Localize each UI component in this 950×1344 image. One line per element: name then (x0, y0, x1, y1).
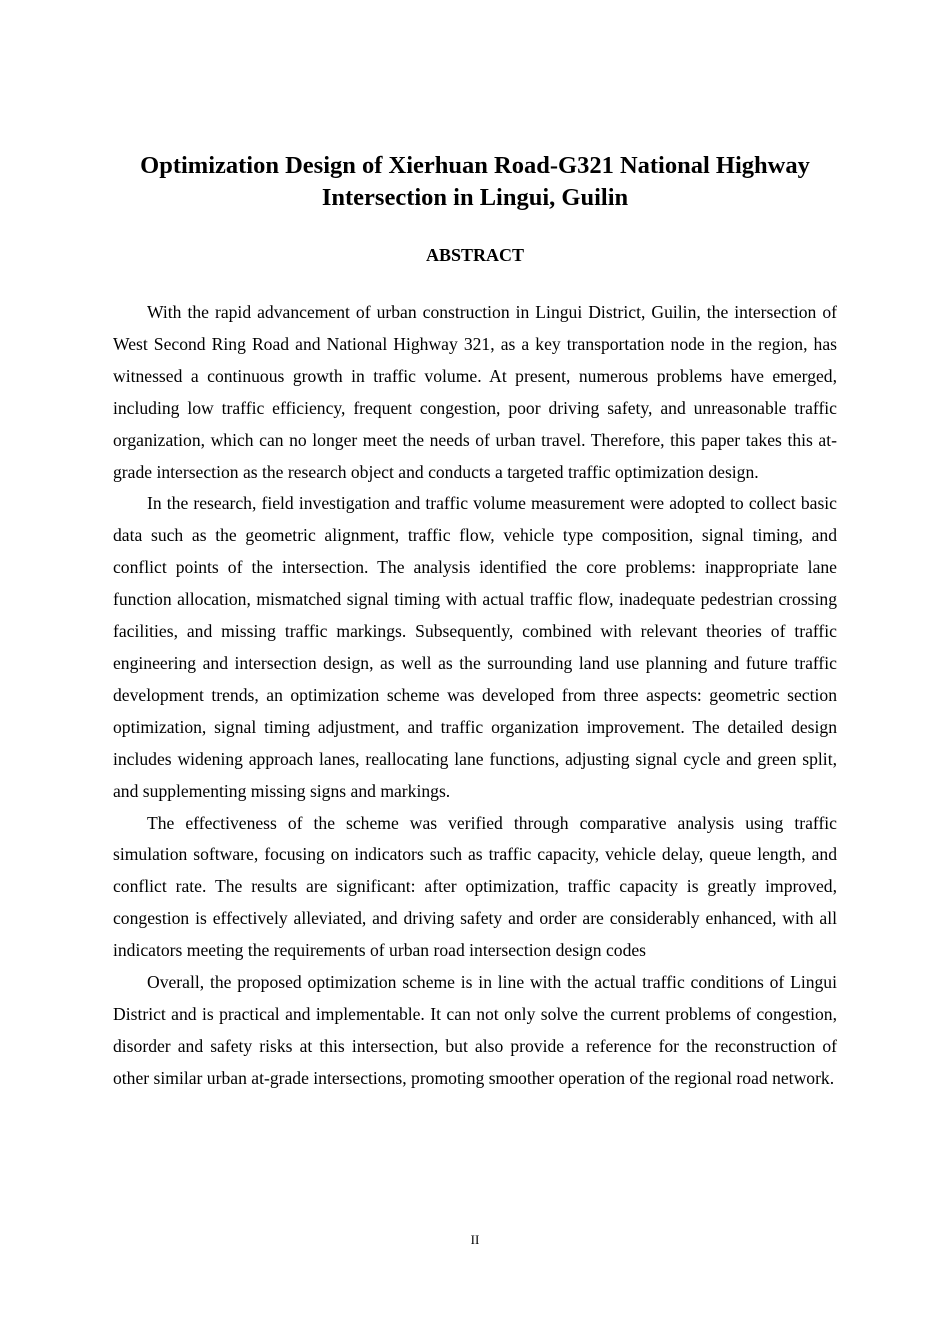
abstract-body (113, 297, 837, 1095)
abstract-paragraph-3: The effectiveness of the scheme was verified through comparative analysis using traffic simulation software, focusing on indicators such as traffic capacity, vehicle delay, queue length, and conflict rate. The results are significant: after optimization, traffic capacity is greatly improved, congestion is effectively alleviated, and driving safety and order are considerably enhanced, with all indicators meeting the requirements of urban road intersection design codes (113, 812, 837, 961)
abstract-heading: ABSTRACT (425, 245, 525, 265)
page-number: II (470, 1232, 480, 1247)
abstract-paragraph-4: Overall, the proposed optimization scheme is in line with the actual traffic conditions of Lingui District and is practical and implementable. It can not only solve the current problems of congestion, disorder and safety risks at this intersection, but also provide a reference for the reconstruction of other similar urban at-grade intersections, promoting smoother operation of the regional road network. (113, 972, 837, 1088)
abstract-paragraph-2: In the research, field investigation and traffic volume measurement were adopted to collect basic data such as the geometric alignment, traffic flow, vehicle type composition, signal timing, and conflict points of the intersection. The analysis identified the core problems: inappropriate lane function allocation, mismatched signal timing with actual traffic flow, inadequate pedestrian crossing facilities, and missing traffic markings. Subsequently, combined with relevant theories of traffic engineering and intersection design, as well as the surrounding land use planning and future traffic development trends, an optimization scheme was developed from three aspects: geometric section optimization, signal timing adjustment, and traffic organization improvement. The detailed design includes widening approach lanes, reallocating lane functions, adjusting signal cycle and green split, and supplementing missing signs and markings. (113, 493, 837, 801)
abstract-paragraph-1: With the rapid advancement of urban construction in Lingui District, Guilin, the intersection of West Second Ring Road and National Highway 321, as a key transportation node in the region, has witnessed a continuous growth in traffic volume. At present, numerous problems have emerged, including low traffic efficiency, frequent congestion, poor driving safety, and unreasonable traffic organization, which can no longer meet the needs of urban travel. Therefore, this paper takes this at-grade intersection as the research object and conducts a targeted traffic optimization design. (113, 302, 837, 482)
paper-title: Optimization Design of Xierhuan Road-G321 National Highway Intersection in Lingui, Guilin (140, 152, 810, 211)
